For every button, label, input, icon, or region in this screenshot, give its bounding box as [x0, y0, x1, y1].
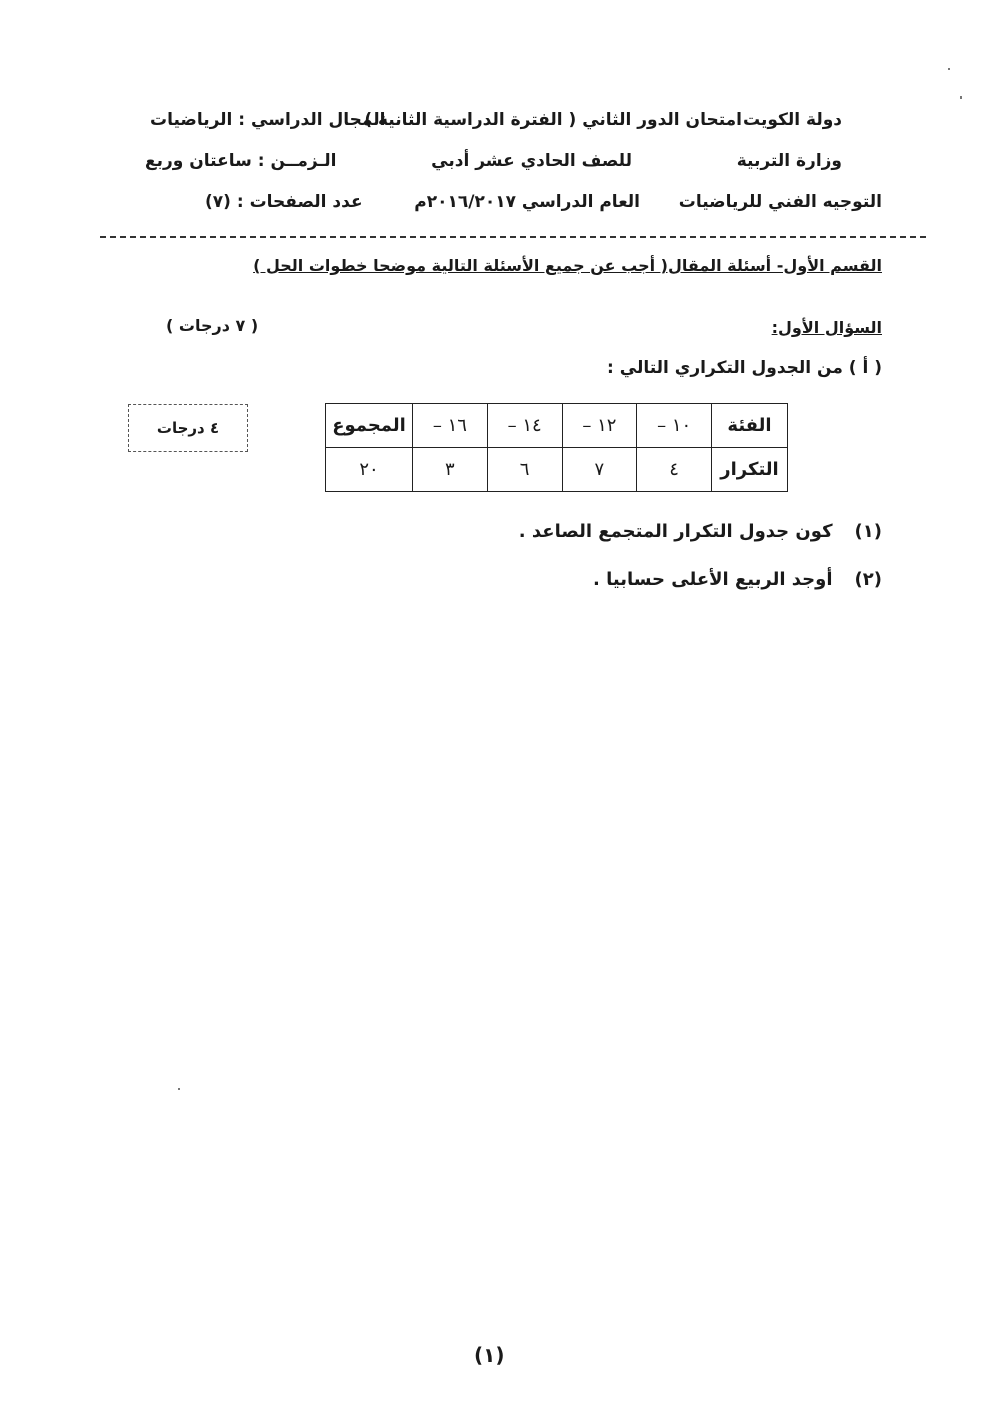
- header-exam-title: امتحان الدور الثاني ( الفترة الدراسية الثانية ): [364, 110, 742, 130]
- table-cell: ١٢ –: [562, 404, 637, 448]
- question-title: السؤال الأول:: [771, 318, 882, 337]
- frequency-table: [325, 403, 788, 492]
- item-text: أوجد الربيع الأعلى حسابيا .: [593, 569, 833, 590]
- section-title: القسم الأول- أسئلة المقال( أجب عن جميع الأسئلة التالية موضحا خطوات الحل ): [253, 256, 882, 275]
- table-cell: ٣: [413, 448, 488, 492]
- list-item: [593, 569, 882, 590]
- header-divider: [100, 236, 926, 238]
- table-cell: الفئة: [712, 404, 788, 448]
- table-cell: ٢٠: [326, 448, 413, 492]
- table-cell: التكرار: [712, 448, 788, 492]
- table-cell: ٤: [637, 448, 712, 492]
- table-cell: ١٦ –: [413, 404, 488, 448]
- table-row: [326, 448, 788, 492]
- table-cell: ٦: [487, 448, 562, 492]
- question-marks: ( ٧ درجات ): [166, 316, 259, 335]
- page-number: (١): [474, 1343, 505, 1367]
- header-academic-year: العام الدراسي ٢٠١٦/٢٠١٧م: [414, 192, 640, 212]
- header-subject: المجال الدراسي : الرياضيات: [150, 110, 386, 130]
- scan-speck: [948, 68, 950, 70]
- scan-speck: [178, 1088, 180, 1090]
- header-duration: الـزمــن : ساعتان وربع: [145, 151, 337, 171]
- header-ministry: وزارة التربية: [736, 151, 842, 171]
- item-text: كون جدول التكرار المتجمع الصاعد .: [518, 521, 833, 542]
- table-cell: ١٠ –: [637, 404, 712, 448]
- table-row: [326, 404, 788, 448]
- part-marks-label: ٤ درجات: [156, 419, 220, 437]
- item-number: (١): [854, 521, 882, 542]
- header-country: دولة الكويت: [742, 110, 842, 130]
- table-cell: ١٤ –: [487, 404, 562, 448]
- header-department: التوجيه الفني للرياضيات: [678, 192, 882, 212]
- table-cell: ٧: [562, 448, 637, 492]
- header-page-count: عدد الصفحات : (٧): [205, 192, 363, 212]
- list-item: [519, 521, 882, 542]
- item-number: (٢): [854, 569, 882, 590]
- header-grade: للصف الحادي عشر أدبي: [431, 151, 632, 171]
- part-marks-box: [128, 404, 248, 452]
- table-cell: المجموع: [326, 404, 413, 448]
- part-a-prompt: ( أ ) من الجدول التكراري التالي :: [607, 358, 882, 378]
- scan-speck: [960, 96, 962, 99]
